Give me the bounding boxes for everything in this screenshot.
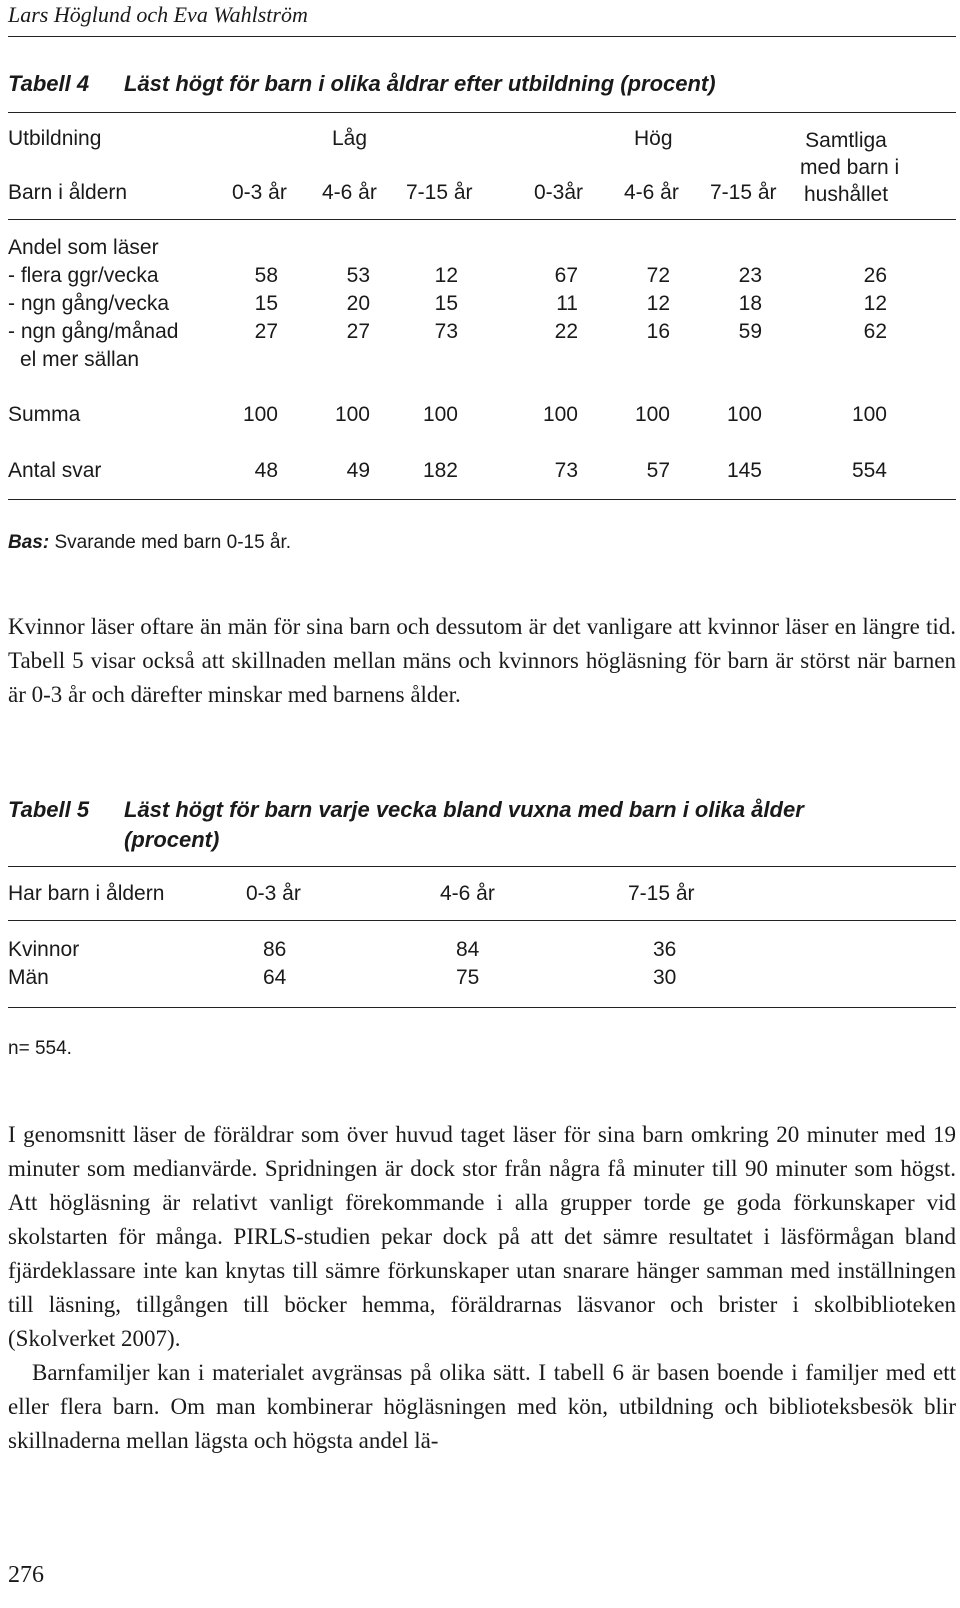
table4-cell: 73: [434, 320, 458, 343]
table4-header-rule: [8, 219, 956, 220]
table4-base-label: Bas:: [8, 532, 50, 553]
table4-cell: 67: [554, 264, 578, 287]
body-paragraph-3: Barnfamiljer kan i materialet avgränsas på olika sätt. I tabell 6 är basen boende i familjer med ett eller flera barn. Om man kombinerar högläsningen med kön, utbildning och biblioteksbesök blir skillnaderna mellan lägsta och högsta andel lä-: [8, 1360, 956, 1453]
table4-cell: 23: [738, 264, 762, 287]
table4-cell: 100: [334, 403, 370, 426]
table5-age-header: Har barn i åldern: [8, 882, 165, 905]
paragraph-text: Kvinnor läser oftare än män för sina barn och dessutom är det vanligare att kvinnor läser en längre tid. Tabell 5 visar också att skillnaden mellan mäns och kvinnors högläsning för barn är störst när barnen är 0-3 år och därefter minskar med barnens ålder.: [8, 614, 956, 707]
table4-cell: 12: [863, 292, 887, 315]
table4-cell: 182: [422, 459, 458, 482]
table4-col-header: 0-3år: [534, 181, 584, 204]
table4-cell: 554: [851, 459, 887, 482]
body-paragraph-1: [8, 610, 956, 712]
table4-cell: 100: [851, 403, 887, 426]
table4-low-header: Låg: [332, 127, 368, 150]
table4-cell: 15: [434, 292, 458, 315]
table4-cell: 72: [646, 264, 670, 287]
table4-cell: 26: [863, 264, 887, 287]
table4-cell: 100: [726, 403, 762, 426]
table4-cell: 145: [726, 459, 762, 482]
body-paragraph-group: [8, 1118, 956, 1458]
table4-label: Tabell 4: [8, 71, 90, 96]
table4-total-header: [800, 127, 900, 208]
table5-top-rule: [8, 866, 956, 867]
table4-cell: 53: [346, 264, 370, 287]
table5-cell: 64: [263, 966, 287, 989]
table4-cell: 49: [346, 459, 370, 482]
table4-col-header: 4-6 år: [322, 181, 377, 204]
header-rule: [8, 36, 956, 37]
table5-header-rule: [8, 920, 956, 921]
table4-top-rule: [8, 112, 956, 113]
table4-col-header: 0-3 år: [232, 181, 287, 204]
table4-cell: 57: [646, 459, 670, 482]
table5-row-label: Män: [8, 966, 49, 989]
table4-cell: 12: [434, 264, 458, 287]
table4-cell: 16: [646, 320, 670, 343]
table4-cell: 62: [863, 320, 887, 343]
table4-bottom-rule: [8, 499, 956, 500]
table5-bottom-rule: [8, 1007, 956, 1008]
table4-row-label: - ngn gång/vecka: [8, 292, 170, 315]
table4-cell: 73: [554, 459, 578, 482]
table4-cell: 48: [254, 459, 278, 482]
table4-cell: 18: [738, 292, 762, 315]
table5-cell: 75: [456, 966, 480, 989]
table5-title-line1: Läst högt för barn varje vecka bland vuxna med barn i olika ålder: [124, 797, 804, 822]
table4-cell: 22: [554, 320, 578, 343]
table4-base-note: [8, 532, 291, 554]
table5-col-header: 7-15 år: [628, 882, 695, 905]
running-head: Lars Höglund och Eva Wahlström: [8, 2, 308, 27]
table4-age-header: Barn i åldern: [8, 181, 128, 204]
table4-cell: 100: [242, 403, 278, 426]
table5-row-label: Kvinnor: [8, 938, 80, 961]
table5-cell: 30: [653, 966, 677, 989]
table4-col-header: 7-15 år: [406, 181, 473, 204]
page-number: 276: [8, 1562, 44, 1588]
table4-row-label-cont: el mer sällan: [20, 348, 140, 371]
table4-title: Läst högt för barn i olika åldrar efter utbildning (procent): [124, 71, 716, 96]
table4-row-label: Summa: [8, 403, 81, 426]
table4-total-header-line3: hushållet: [803, 183, 889, 206]
table4-cell: 100: [422, 403, 458, 426]
table4-cell: 12: [646, 292, 670, 315]
table4-utbildning-header: Utbildning: [8, 127, 102, 150]
table4-col-header: 7-15 år: [710, 181, 777, 204]
table4-cell: 100: [634, 403, 670, 426]
table4-cell: 27: [346, 320, 370, 343]
table4-cell: 100: [542, 403, 578, 426]
table4-cell: 15: [254, 292, 278, 315]
table4-section-label: Andel som läser: [8, 236, 159, 259]
table4-col-header: 4-6 år: [624, 181, 679, 204]
table4-cell: 27: [254, 320, 278, 343]
table4-cell: 58: [254, 264, 278, 287]
table5-cell: 84: [456, 938, 480, 961]
table5-cell: 36: [653, 938, 677, 961]
table4-total-header-line1: Samtliga: [805, 129, 887, 152]
table4-total-header-line2: med barn i: [800, 156, 900, 179]
table5-col-header: 0-3 år: [246, 882, 301, 905]
table4-row-label: - ngn gång/månad: [8, 320, 179, 343]
table5-col-header: 4-6 år: [440, 882, 495, 905]
table5-title-line2: (procent): [124, 827, 220, 852]
body-paragraph-2: I genomsnitt läser de föräldrar som över huvud taget läser för sina barn omkring 20 minuter med 19 minuter som medianvärde. Spridningen är dock stor från några få minuter till 90 minuter som högst. Att högläsning är relativt vanligt förekommande i alla grupper torde ge goda förkunskaper vid skolstarten för många. PIRLS-studien pekar dock på att det sämre resultatet i läsförmågan bland fjärdeklassare inte kan knytas till sämre förkunskaper utan snarare hänger samman med inställningen till läsning, tillgången till böcker hemma, föräldrarnas läsvanor och brister i skolbiblioteken (Skolverket 2007).: [8, 1122, 956, 1351]
table5-label: Tabell 5: [8, 797, 90, 822]
table4-row-label: - flera ggr/vecka: [8, 264, 159, 287]
table4-cell: 20: [346, 292, 370, 315]
table4-cell: 11: [556, 292, 578, 315]
table4-row-label: Antal svar: [8, 459, 102, 482]
table5-n-note: n= 554.: [8, 1038, 72, 1059]
table5-cell: 86: [263, 938, 287, 961]
table4-cell: 59: [738, 320, 762, 343]
table4-high-header: Hög: [634, 127, 673, 150]
table4-base-text: Svarande med barn 0-15 år.: [49, 532, 292, 553]
